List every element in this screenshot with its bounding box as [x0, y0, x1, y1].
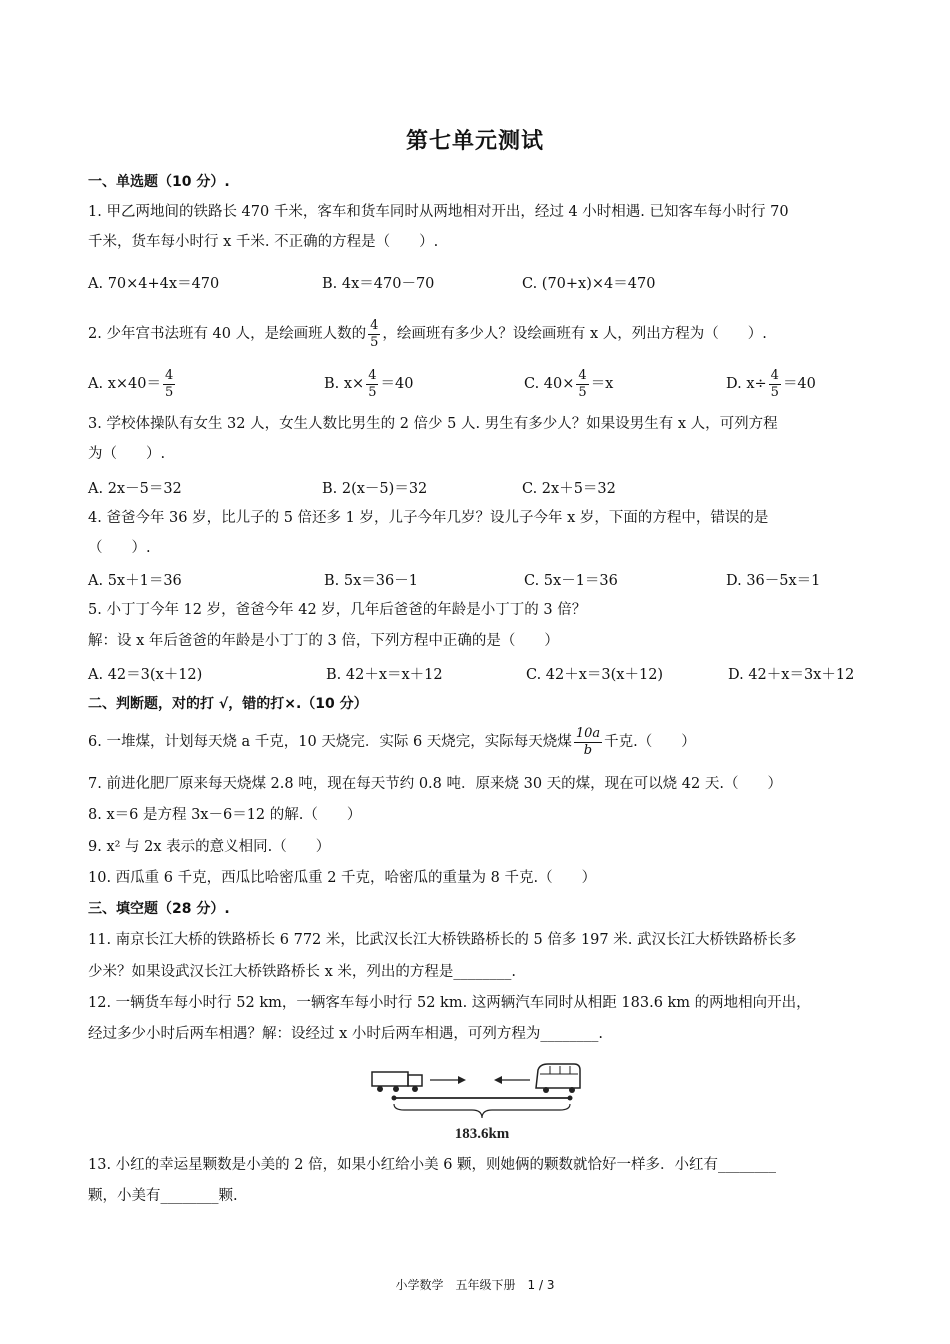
- fraction-denominator: 5: [578, 384, 587, 400]
- question-3-line-1: 3. 学校体操队有女生 32 人，女生人数比男生的 2 倍少 5 人. 男生有多少人？如果设男生有 x 人，可列方程: [88, 416, 778, 432]
- question-1-line-1: 1. 甲乙两地间的铁路长 470 千米，客车和货车同时从两地相对开出，经过 4 小时相遇. 已知客车每小时行 70: [88, 204, 789, 220]
- question-5-option-b: B. 42＋x＝x＋12: [326, 667, 443, 683]
- fraction-numerator: 4: [578, 367, 587, 383]
- question-1-option-a: A. 70×4+4x＝470: [88, 276, 220, 292]
- option-text: A. x×40＝: [88, 376, 161, 392]
- question-1-option-b: B. 4x＝470－70: [322, 276, 435, 292]
- fraction-denominator: 5: [770, 384, 779, 400]
- fraction-numerator: 4: [770, 367, 779, 383]
- option-text: ＝x: [590, 376, 614, 392]
- vehicles-distance-figure: [360, 1058, 590, 1146]
- arrow-left-icon: [494, 1076, 530, 1084]
- fraction-numerator: 4: [368, 367, 377, 383]
- question-6: [88, 722, 878, 762]
- distance-label: 183.6km: [454, 1126, 510, 1142]
- section-heading-3: 三、填空题（28 分）.: [88, 901, 230, 917]
- question-2-fraction: [368, 318, 380, 351]
- question-3-option-a: A. 2x－5＝32: [88, 481, 182, 497]
- question-5-option-c: C. 42＋x＝3(x＋12): [526, 667, 664, 683]
- question-4-option-d: D. 36－5x＝1: [726, 573, 821, 589]
- question-1-line-2: 千米，货车每小时行 x 千米. 不正确的方程是（ ）.: [88, 234, 439, 250]
- question-1-option-c: C. (70+x)×4＝470: [522, 276, 656, 292]
- question-10: 10. 西瓜重 6 千克，西瓜比哈密瓜重 2 千克，哈密瓜的重量为 8 千克.（ ）: [88, 870, 597, 886]
- question-4-option-c: C. 5x－1＝36: [524, 573, 618, 589]
- question-6-text-pre: 6. 一堆煤，计划每天烧 a 千克，10 天烧完．实际 6 天烧完，实际每天烧煤: [88, 734, 572, 750]
- question-4-option-b: B. 5x＝36－1: [324, 573, 418, 589]
- page-footer: 小学数学 五年级下册 1 / 3: [395, 1278, 555, 1292]
- question-5-line-1: 5. 小丁丁今年 12 岁，爸爸今年 42 岁，几年后爸爸的年龄是小丁丁的 3 倍？: [88, 602, 587, 618]
- question-2-option-a: [88, 364, 177, 404]
- fraction-numerator: 4: [164, 367, 174, 383]
- question-2-text-post: ，绘画班有多少人？设绘画班有 x 人，列出方程为（ ）.: [382, 326, 767, 342]
- question-4-line-2: （ ）.: [88, 540, 151, 556]
- question-11-line-2: 少米？如果设武汉长江大桥铁路桥长 x 米，列出的方程是________.: [88, 964, 517, 980]
- question-2-stem: [88, 314, 878, 354]
- option-text: C. 40×: [524, 376, 575, 392]
- section-heading-1: 一、单选题（10 分）.: [88, 174, 230, 190]
- question-3-option-c: C. 2x＋5＝32: [522, 481, 616, 497]
- question-8: 8. x＝6 是方程 3x－6＝12 的解.（ ）: [88, 807, 362, 823]
- question-2-option-c: [524, 364, 613, 404]
- question-9: 9. x² 与 2x 表示的意义相同.（ ）: [88, 839, 331, 855]
- question-13-line-1: 13. 小红的幸运星颗数是小美的 2 倍，如果小红给小美 6 颗，则她俩的颗数就恰好一样多．小红有________: [88, 1157, 777, 1173]
- bus-icon: [536, 1064, 580, 1093]
- distance-brace: [394, 1104, 570, 1118]
- page-title: 第七单元测试: [405, 128, 544, 154]
- question-6-text-post: 千克.（ ）: [604, 734, 696, 750]
- arrow-right-icon: [430, 1076, 466, 1084]
- fraction-denominator: 5: [370, 334, 379, 350]
- question-5-option-d: D. 42＋x＝3x＋12: [728, 667, 855, 683]
- fraction-denominator: 5: [164, 384, 174, 400]
- question-2-option-b: [324, 364, 413, 404]
- question-5-option-a: A. 42＝3(x＋12): [88, 667, 203, 683]
- question-4-option-a: A. 5x＋1＝36: [88, 573, 182, 589]
- question-12-line-2: 经过多少小时后两车相遇？解：设经过 x 小时后两车相遇，可列方程为________.: [88, 1026, 604, 1042]
- question-3-line-2: 为（ ）.: [88, 446, 166, 462]
- option-fraction: [576, 368, 588, 401]
- question-11-line-1: 11. 南京长江大桥的铁路桥长 6 772 米，比武汉长江大桥铁路桥长的 5 倍多 197 米. 武汉长江大桥铁路桥长多: [88, 932, 797, 948]
- option-fraction: [163, 368, 175, 401]
- option-text: B. x×: [324, 376, 365, 392]
- question-13-line-2: 颗，小美有________颗.: [88, 1188, 238, 1204]
- fraction-numerator: 4: [370, 317, 379, 333]
- option-text: D. x÷: [726, 376, 767, 392]
- question-7: 7. 前进化肥厂原来每天烧煤 2.8 吨，现在每天节约 0.8 吨．原来烧 30 天的煤，现在可以烧 42 天.（ ）: [88, 776, 782, 792]
- question-12-line-1: 12. 一辆货车每小时行 52 km，一辆客车每小时行 52 km. 这两辆汽车同时从相距 183.6 km 的两地相向开出，: [88, 995, 811, 1011]
- option-text: ＝40: [782, 376, 816, 392]
- question-2-option-d: [726, 364, 816, 404]
- question-3-option-b: B. 2(x－5)＝32: [322, 481, 428, 497]
- option-text: ＝40: [380, 376, 414, 392]
- question-6-fraction: [574, 726, 602, 759]
- fraction-denominator: 5: [368, 384, 377, 400]
- truck-icon: [372, 1072, 422, 1092]
- question-2-text-pre: 2. 少年宫书法班有 40 人，是绘画班人数的: [88, 326, 367, 342]
- question-5-line-2: 解：设 x 年后爸爸的年龄是小丁丁的 3 倍，下列方程中正确的是（ ）: [88, 633, 559, 649]
- option-fraction: [366, 368, 378, 401]
- question-4-line-1: 4. 爸爸今年 36 岁，比儿子的 5 倍还多 1 岁，儿子今年几岁？设儿子今年 x 岁，下面的方程中，错误的是: [88, 510, 769, 526]
- fraction-numerator: 10a: [575, 725, 601, 741]
- fraction-denominator: b: [583, 742, 593, 758]
- option-fraction: [769, 368, 781, 401]
- section-heading-2: 二、判断题，对的打 √，错的打×.（10 分）: [88, 696, 368, 712]
